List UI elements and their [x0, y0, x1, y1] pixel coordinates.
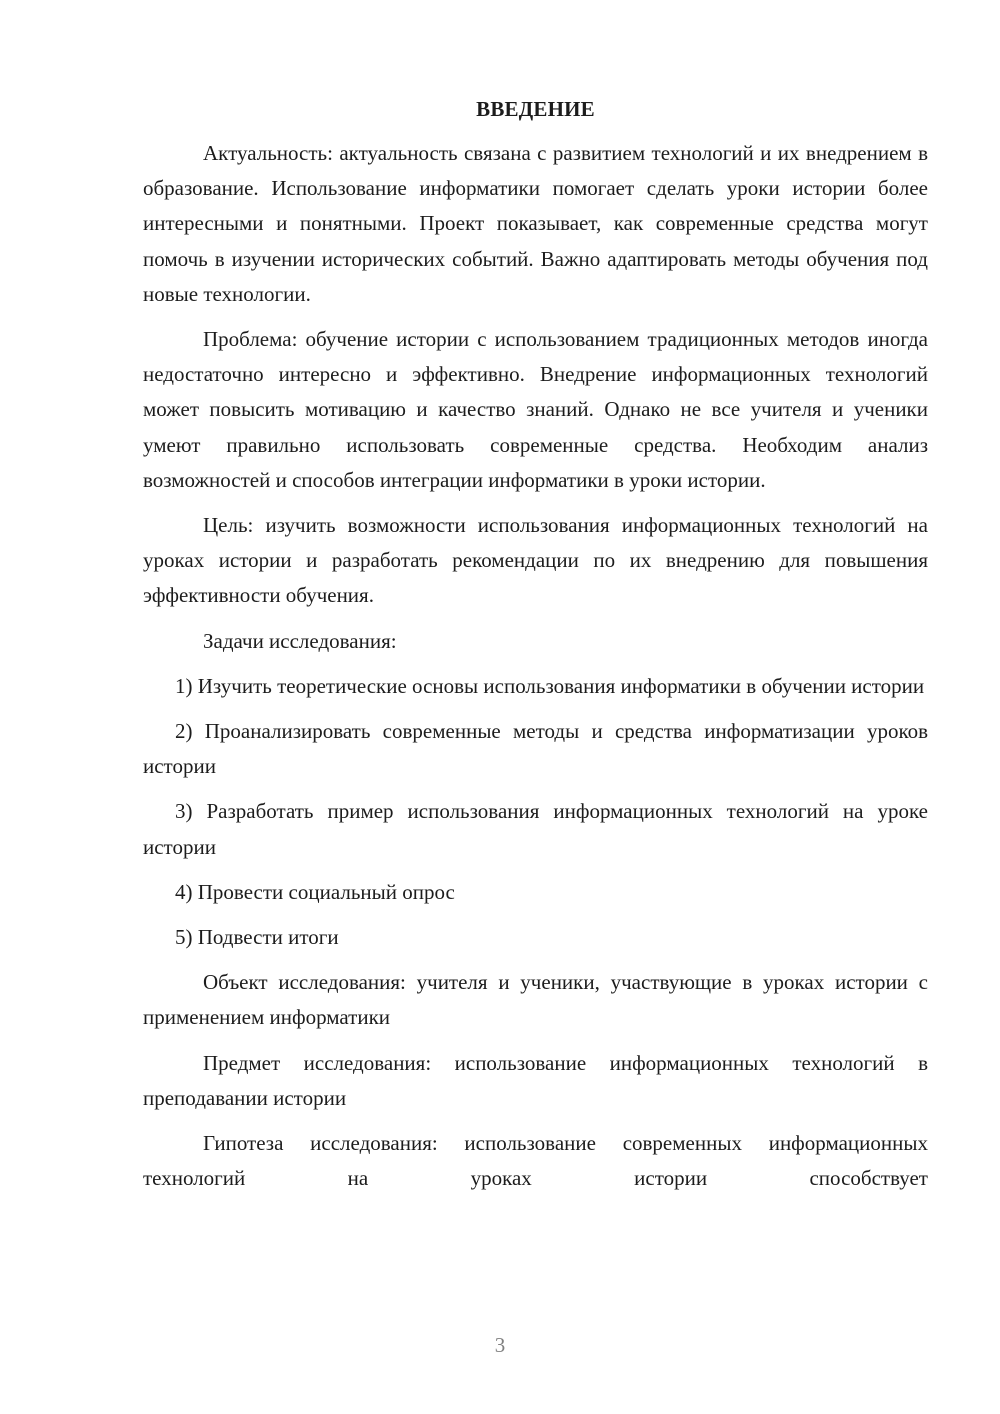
goal-paragraph: Цель: изучить возможности использования информационных технологий на уроках истории и разработать рекомендации по их внедрению для повышения эффективности обучения.	[143, 513, 928, 608]
page-number: 3	[494, 1333, 506, 1357]
task-item-2: 2) Проанализировать современные методы и средства информатизации уроков истории	[143, 719, 928, 779]
tasks-heading: Задачи исследования:	[203, 628, 397, 653]
subject-paragraph: Предмет исследования: использование информационных технологий в преподавании истории	[143, 1050, 928, 1110]
task-item-1: 1) Изучить теоретические основы использования информатики в обучении истории	[175, 673, 925, 698]
task-item-4: 4) Провести социальный опрос	[175, 879, 455, 904]
task-item-3: 3) Разработать пример использования информационных технологий на уроке истории	[143, 799, 928, 859]
problem-paragraph: Проблема: обучение истории с использованием традиционных методов иногда недостаточно интересно и эффективно. Внедрение информационных технологий может повысить мотивацию и качество знаний. Однако не все учителя и ученики умеют правильно использовать современные средства. Необходим анализ возможностей и способов интеграции информатики в уроки истории.	[143, 327, 928, 492]
hypothesis-paragraph: Гипотеза исследования: использование современных информационных технологий на уроках истории способствует	[143, 1131, 928, 1191]
section-title: ВВЕДЕНИЕ	[476, 97, 595, 121]
relevance-paragraph: Актуальность: актуальность связана с развитием технологий и их внедрением в образование. Использование информатики помогает сделать уроки истории более интересными и понятными. Проект показывает, как современные средства могут помочь в изучении исторических событий. Важно адаптировать методы обучения под новые технологии.	[143, 141, 928, 306]
document-page	[143, 92, 928, 1206]
task-item-5: 5) Подвести итоги	[175, 925, 339, 950]
object-paragraph: Объект исследования: учителя и ученики, участвующие в уроках истории с применением информатики	[143, 970, 928, 1030]
